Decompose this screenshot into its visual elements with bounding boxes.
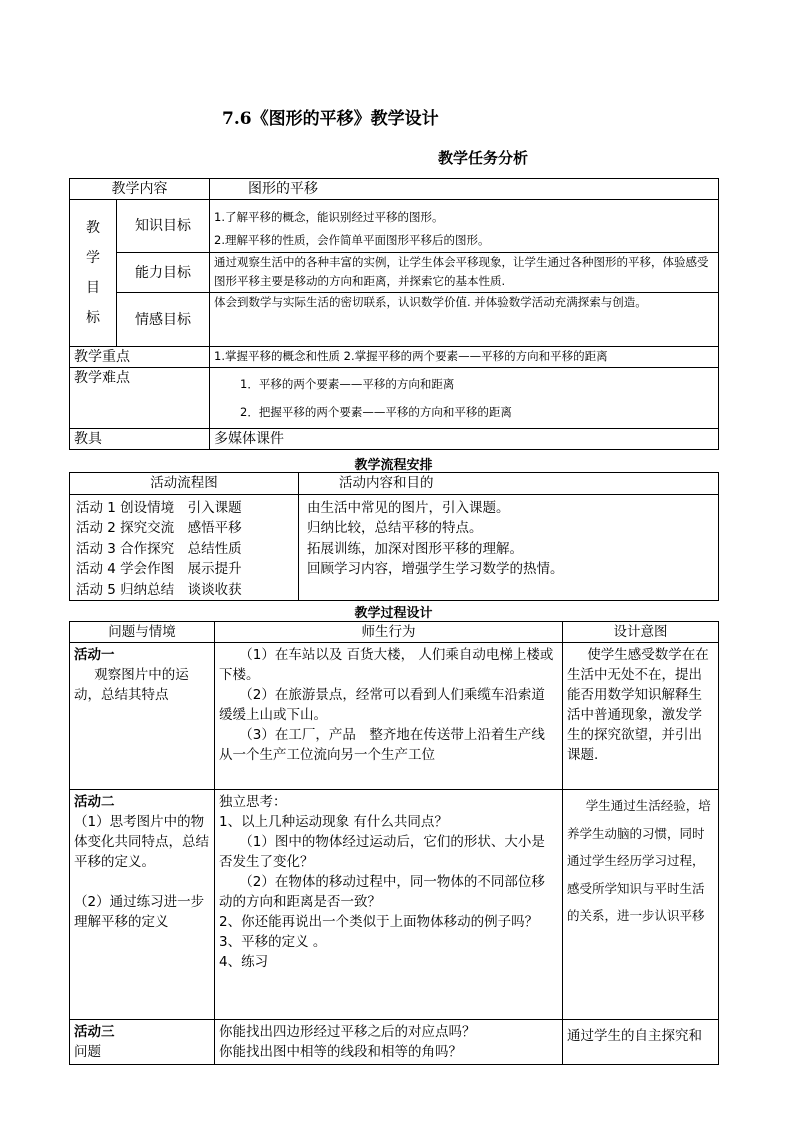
difficulty-text: 1．平移的两个要素——平移的方向和距离 2．把握平移的两个要素——平移的方向和平移的距离 bbox=[210, 368, 719, 429]
flow-table bbox=[69, 472, 719, 601]
ability-label: 能力目标 bbox=[117, 253, 210, 293]
document-title: 7.6《图形的平移》教学设计 bbox=[222, 109, 439, 129]
list-item: 活动 3 合作探究 总结性质 bbox=[76, 540, 242, 557]
list-item: 由生活中常见的图片，引入课题。 bbox=[307, 499, 510, 516]
knowledge-text: 1.了解平移的概念，能识别经过平移的图形。 2.理解平移的性质，会作简单平面图形平移后的图形。 bbox=[210, 200, 719, 253]
emotion-label: 情感目标 bbox=[117, 293, 210, 347]
key-text: 1.掌握平移的概念和性质 2.掌握平移的两个要素——平移的方向和平移的距离 bbox=[210, 347, 719, 368]
activity2-problem: 活动二 （1）思考图片中的物体变化共同特点，总结平移的定义。 （2）通过练习进一步理解平移的定义 bbox=[70, 790, 215, 1020]
activity1-problem: 活动一 观察图片中的运动，总结其特点 bbox=[70, 643, 215, 790]
list-item: 活动 1 创设情境 引入课题 bbox=[76, 499, 242, 516]
list-item: 归纳比较，总结平移的特点。 bbox=[307, 520, 483, 536]
activity1-behavior: （1）在车站以及 百货大楼， 人们乘自动电梯上楼或下楼。 （2）在旅游景点，经常可以看到人们乘缆车沿索道缓缓上山或下山。 （3）在工厂，产品 整齐地在传送带上沿着生产线从一个生产工位流向另一个生产工位 bbox=[215, 643, 563, 790]
list-item: 回顾学习内容，增强学生学习数学的热情。 bbox=[307, 561, 564, 577]
flow-col1-header: 活动流程图 bbox=[70, 473, 299, 495]
task-analysis-heading: 教学任务分析 bbox=[438, 149, 529, 167]
activity1-intent: 使学生感受数学在在生活中无处不在，提出能否用数学知识解释生活中普通现象，激发学生的探究欲望，并引出课题. bbox=[563, 643, 719, 790]
activity2-behavior: 独立思考： 1、以上几种运动现象 有什么共同点？ （1）图中的物体经过运动后，它们的形状、大小是否发生了变化？ （2）在物体的移动过程中，同一物体的不同部位移动的方向和距离是否一致？ 2、你还能再说出一个类似于上面物体移动的例子吗？ 3、平移的定义 。 4、练习 bbox=[215, 790, 563, 1020]
emotion-text: 体会到数学与实际生活的密切联系，认识数学价值. 并体验数学活动充满探索与创造。 bbox=[210, 293, 719, 347]
activity2-intent: 学生通过生活经验，培养学生动脑的习惯，同时通过学生经历学习过程，感受所学知识与平时生活的关系，进一步认识平移 bbox=[563, 790, 719, 1020]
activity2-title: 活动二 bbox=[74, 794, 115, 810]
list-item: 拓展训练，加深对图形平移的理解。 bbox=[307, 540, 523, 557]
content-label: 教学内容 bbox=[70, 179, 210, 200]
process-col1-header: 问题与情境 bbox=[70, 622, 215, 643]
activity3-intent: 通过学生的自主探究和 bbox=[563, 1020, 719, 1065]
knowledge-label: 知识目标 bbox=[117, 200, 210, 253]
flow-heading: 教学流程安排 bbox=[354, 458, 433, 473]
goals-label: 教 学 目 标 bbox=[70, 200, 117, 347]
list-item: 活动 2 探究交流 感悟平移 bbox=[76, 520, 242, 536]
activity3-behavior: 你能找出四边形经过平移之后的对应点吗？ 你能找出图中相等的线段和相等的角吗？ bbox=[215, 1020, 563, 1065]
ability-text: 通过观察生活中的各种丰富的实例，让学生体会平移现象，让学生通过各种图形的平移，体验感受图形平移主要是移动的方向和距离，并探索它的基本性质. bbox=[210, 253, 719, 293]
tools-label: 教具 bbox=[70, 429, 210, 450]
difficulty-label: 教学难点 bbox=[70, 368, 210, 429]
list-item: 活动 4 学会作图 展示提升 bbox=[76, 561, 242, 577]
flow-col2-header: 活动内容和目的 bbox=[299, 473, 719, 495]
activity1-title: 活动一 bbox=[74, 647, 115, 663]
tools-value: 多媒体课件 bbox=[210, 429, 719, 450]
list-item: 活动 5 归纳总结 谈谈收获 bbox=[76, 581, 242, 598]
key-label: 教学重点 bbox=[70, 347, 210, 368]
content-value: 图形的平移 bbox=[210, 179, 719, 200]
task-analysis-table bbox=[69, 178, 719, 450]
flow-purpose-list bbox=[299, 494, 719, 601]
activity3-title: 活动三 bbox=[74, 1024, 115, 1040]
flow-activity-list bbox=[70, 494, 299, 601]
process-table bbox=[69, 621, 719, 1065]
process-col2-header: 师生行为 bbox=[215, 622, 563, 643]
activity3-problem: 活动三 问题 bbox=[70, 1020, 215, 1065]
process-col3-header: 设计意图 bbox=[563, 622, 719, 643]
process-heading: 教学过程设计 bbox=[354, 606, 433, 621]
